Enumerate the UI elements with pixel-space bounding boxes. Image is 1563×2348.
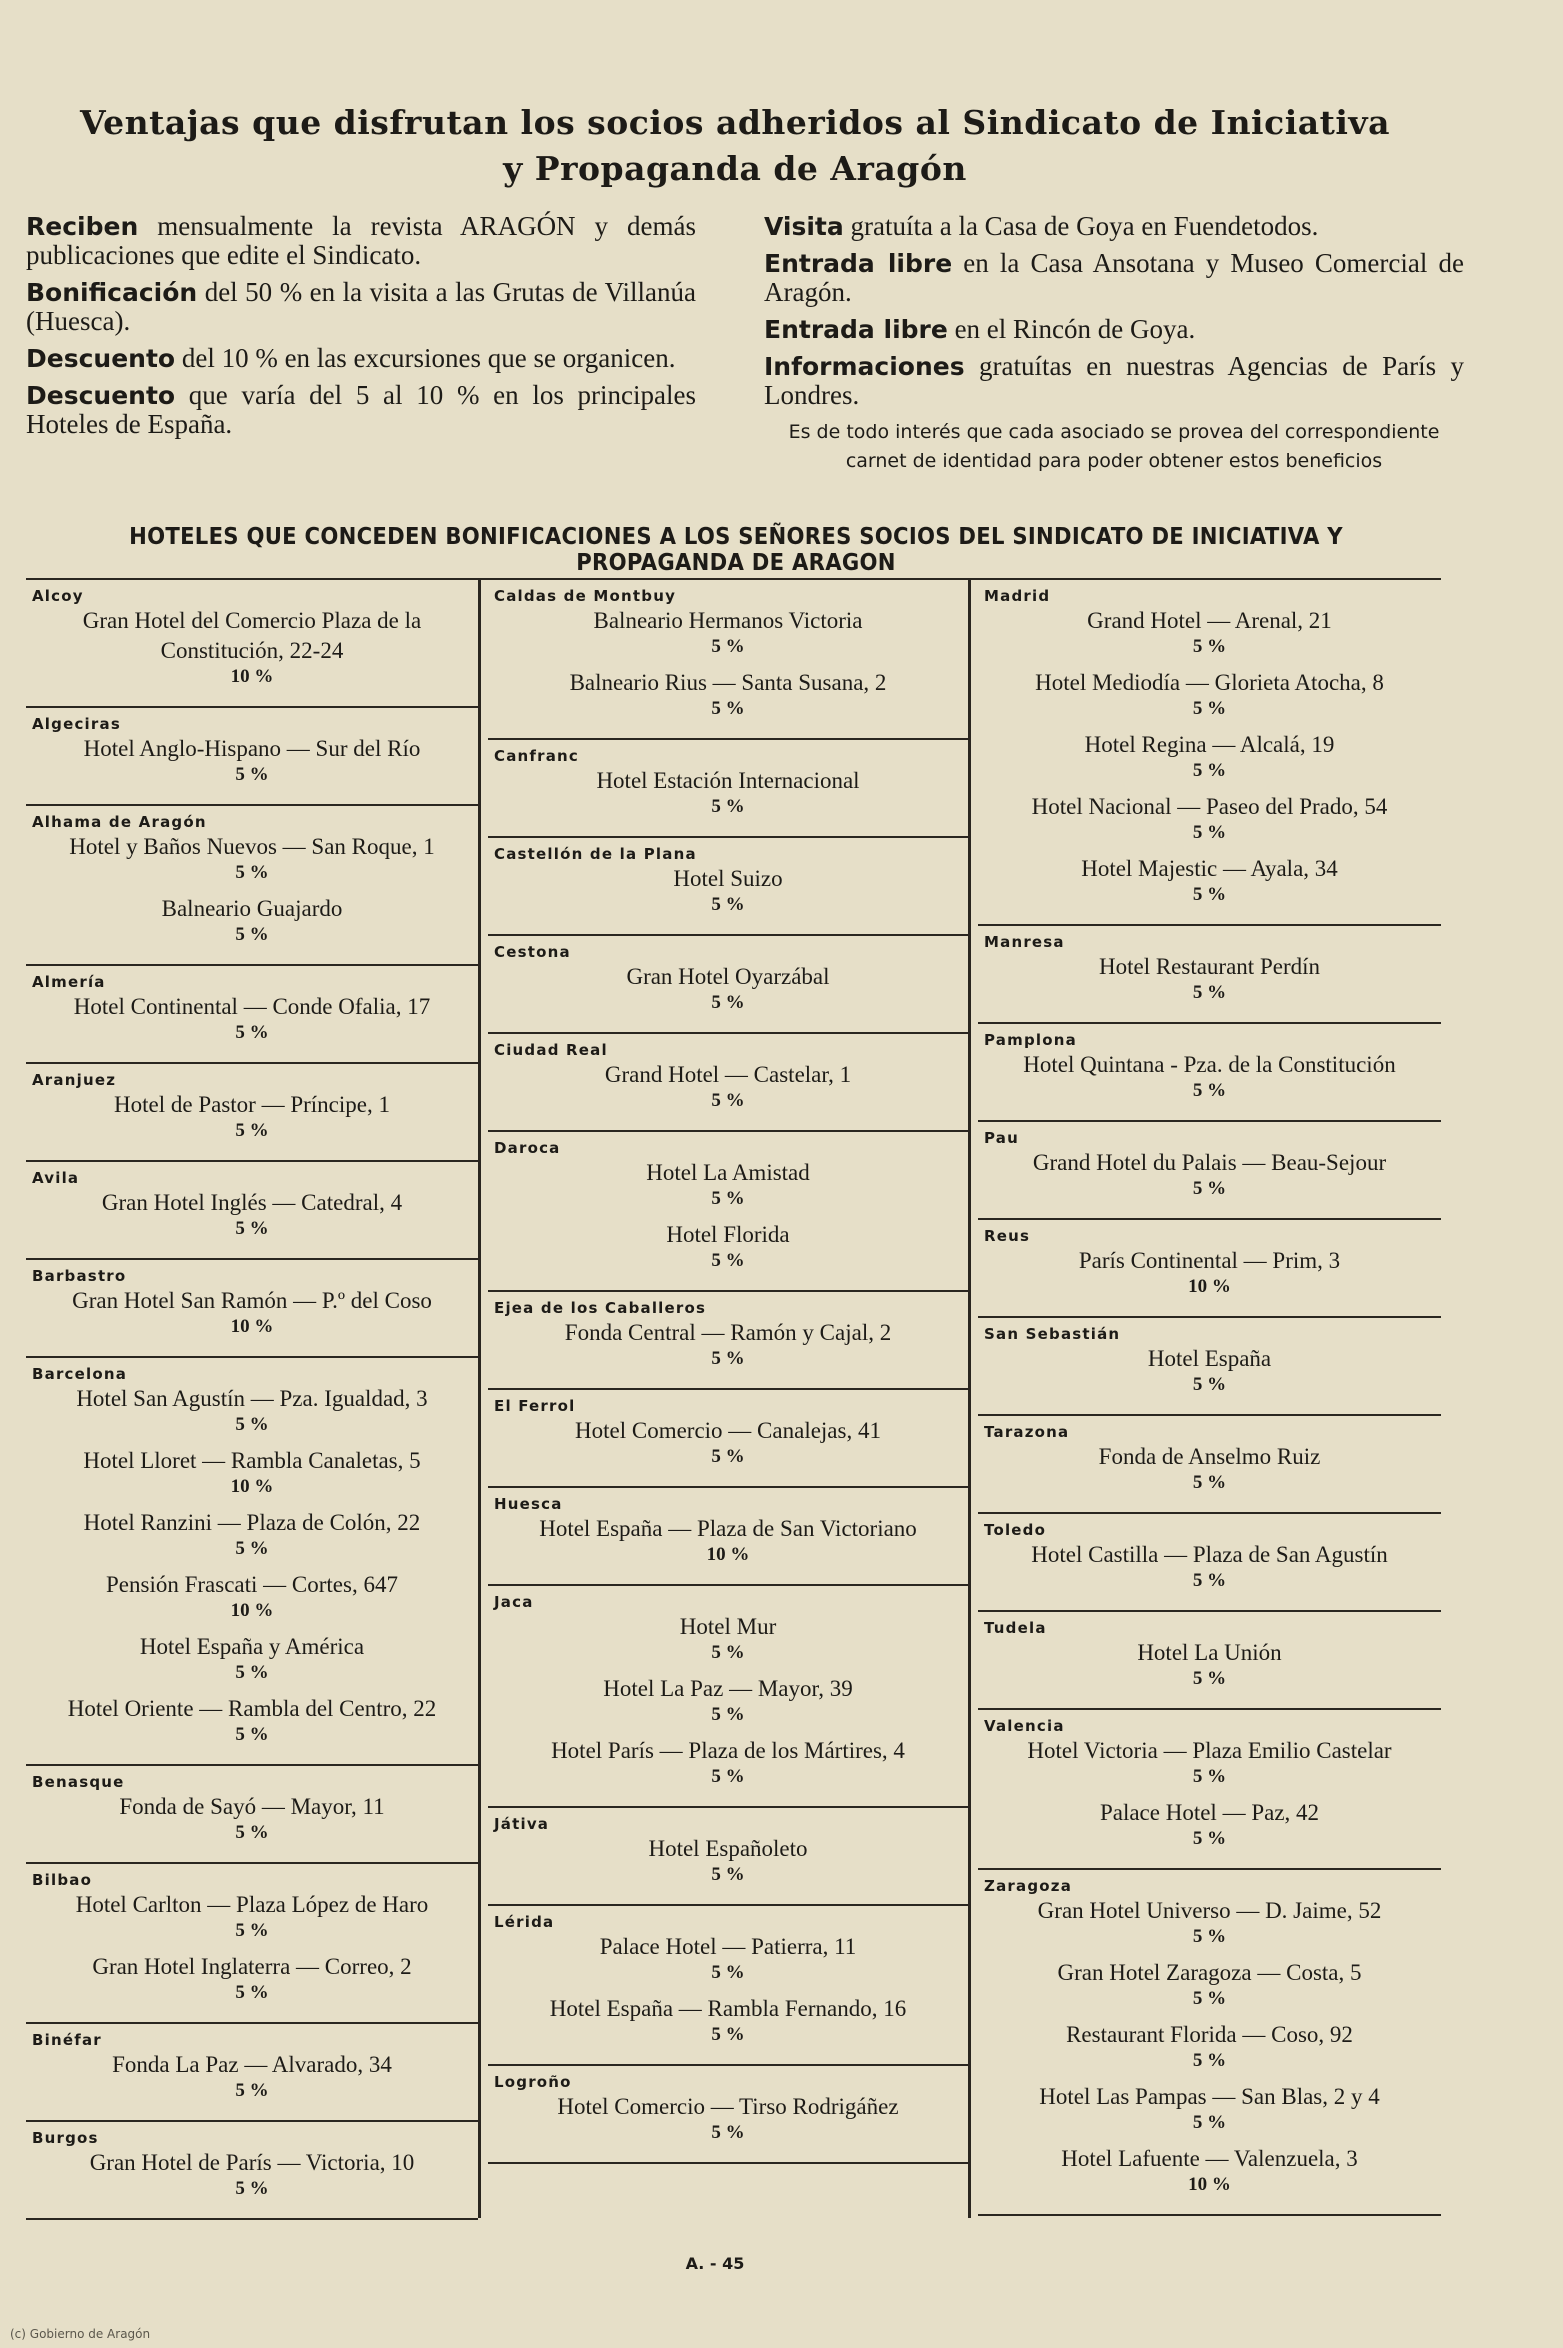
hotel-entry: Gran Hotel Inglaterra — Correo, 2 bbox=[92, 1954, 412, 1979]
discount-value: 5 % bbox=[1192, 982, 1227, 1003]
discount-value: 5 % bbox=[711, 1250, 745, 1271]
city-block bbox=[488, 740, 968, 838]
discount-value: 10 % bbox=[230, 1316, 274, 1337]
city-name: Barcelona bbox=[32, 1365, 128, 1383]
hotel-entry: Hotel Castilla — Plaza de San Agustín bbox=[1031, 1542, 1388, 1567]
hotel-entry: Hotel Ranzini — Plaza de Colón, 22 bbox=[83, 1510, 421, 1535]
hotel-entry: Fonda La Paz — Alvarado, 34 bbox=[112, 2052, 392, 2077]
city-block bbox=[488, 936, 968, 1034]
city-block bbox=[26, 2122, 478, 2220]
hotel-entry: Hotel Lloret — Rambla Canaletas, 5 bbox=[83, 1448, 421, 1473]
discount-value: 5 % bbox=[711, 1446, 745, 1467]
advantage-item bbox=[764, 352, 1464, 410]
discount-value: 5 % bbox=[235, 2080, 269, 2101]
advantage-lead: Informaciones bbox=[764, 352, 965, 381]
hotel-entry: Grand Hotel du Palais — Beau-Sejour bbox=[1032, 1150, 1387, 1175]
hotel-entry: Hotel España — Plaza de San Victoriano bbox=[539, 1516, 917, 1541]
city-name: Zaragoza bbox=[984, 1877, 1073, 1895]
advantage-text: mensualmente la revista ARAGÓN y demás publicaciones que edite el Sindicato. bbox=[26, 211, 696, 270]
discount-value: 5 % bbox=[711, 1962, 745, 1983]
advantage-item bbox=[26, 381, 696, 439]
hotel-entry: Gran Hotel Universo — D. Jaime, 52 bbox=[1037, 1898, 1382, 1923]
advantage-item bbox=[26, 212, 696, 270]
city-block bbox=[26, 966, 478, 1064]
discount-value: 5 % bbox=[235, 764, 269, 785]
hotel-entry: Hotel Majestic — Ayala, 34 bbox=[1081, 856, 1338, 881]
city-name: Jaca bbox=[494, 1593, 534, 1611]
city-name: Ciudad Real bbox=[494, 1041, 608, 1059]
city-block bbox=[488, 1906, 968, 2066]
hotel-entry: Palace Hotel — Paz, 42 bbox=[1099, 1800, 1320, 1825]
discount-value: 5 % bbox=[711, 1642, 745, 1663]
city-block bbox=[26, 1358, 478, 1766]
city-name: Tudela bbox=[984, 1619, 1047, 1637]
city-block bbox=[26, 580, 478, 708]
city-name: Barbastro bbox=[32, 1267, 127, 1285]
discount-value: 5 % bbox=[235, 1120, 269, 1141]
hotel-entry: Hotel Comercio — Tirso Rodrigáñez bbox=[557, 2094, 899, 2119]
discount-value: 5 % bbox=[1192, 1766, 1227, 1787]
discount-value: 5 % bbox=[1192, 1374, 1227, 1395]
hotel-entry: Hotel Suizo bbox=[673, 866, 783, 891]
discount-value: 5 % bbox=[711, 2122, 745, 2143]
hotel-entry: Hotel San Agustín — Pza. Igualdad, 3 bbox=[76, 1386, 428, 1411]
discount-value: 5 % bbox=[1192, 1926, 1227, 1947]
hotel-entry: Hotel Oriente — Rambla del Centro, 22 bbox=[67, 1696, 437, 1721]
city-name: Canfranc bbox=[494, 747, 580, 765]
hotel-entry: Fonda de Anselmo Ruiz bbox=[1098, 1444, 1321, 1469]
city-name: Huesca bbox=[494, 1495, 563, 1513]
city-name: Valencia bbox=[984, 1717, 1065, 1735]
hotels-column-3 bbox=[978, 580, 1441, 2216]
discount-value: 5 % bbox=[1192, 698, 1227, 719]
hotels-column-1 bbox=[26, 580, 478, 2220]
hotel-entry: Hotel Anglo-Hispano — Sur del Río bbox=[83, 736, 421, 761]
advantage-text: que varía del 5 al 10 % en los principales Hoteles de España. bbox=[26, 380, 696, 439]
advantage-text: del 10 % en las excursiones que se organicen. bbox=[175, 343, 676, 373]
discount-value: 5 % bbox=[1192, 2112, 1227, 2133]
hotel-entry: Balneario Rius — Santa Susana, 2 bbox=[569, 670, 887, 695]
hotel-entry: Hotel Lafuente — Valenzuela, 3 bbox=[1061, 2146, 1358, 2171]
discount-value: 5 % bbox=[711, 1188, 745, 1209]
advantage-text: en el Rincón de Goya. bbox=[947, 314, 1196, 344]
city-block bbox=[978, 1870, 1441, 2216]
city-block bbox=[978, 1514, 1441, 1612]
advantages-right-list bbox=[764, 212, 1464, 410]
hotel-entry: Gran Hotel Zaragoza — Costa, 5 bbox=[1057, 1960, 1362, 1985]
hotel-entry: Hotel Comercio — Canalejas, 41 bbox=[575, 1418, 881, 1443]
city-block bbox=[26, 1064, 478, 1162]
discount-value: 5 % bbox=[711, 636, 745, 657]
discount-value: 5 % bbox=[235, 1022, 269, 1043]
hotels-table-heading: HOTELES QUE CONCEDEN BONIFICACIONES A LOS SEÑORES SOCIOS DEL SINDICATO DE INICIATIVA Y PROPAGANDA DE ARAGON bbox=[129, 524, 1343, 576]
city-block bbox=[978, 1318, 1441, 1416]
city-block bbox=[26, 806, 478, 966]
hotel-entry: Hotel París — Plaza de los Mártires, 4 bbox=[551, 1738, 905, 1763]
discount-value: 5 % bbox=[235, 862, 269, 883]
column-divider bbox=[478, 580, 481, 2218]
advantage-lead: Descuento bbox=[26, 344, 176, 373]
hotel-entry: Hotel Continental — Conde Ofalia, 17 bbox=[73, 994, 431, 1019]
city-block bbox=[26, 2024, 478, 2122]
carnet-note: Es de todo interés que cada asociado se provea del correspondiente carnet de identidad para poder obtener estos beneficios bbox=[788, 421, 1440, 472]
advantage-text: en la Casa Ansotana y Museo Comercial de Aragón. bbox=[764, 248, 1464, 307]
city-name: Pamplona bbox=[984, 1031, 1077, 1049]
hotel-entry: Hotel Mediodía — Glorieta Atocha, 8 bbox=[1035, 670, 1384, 695]
page-number: A. - 45 bbox=[685, 2254, 745, 2273]
discount-value: 5 % bbox=[1192, 1828, 1227, 1849]
hotel-entry: Hotel España bbox=[1147, 1346, 1272, 1371]
discount-value: 5 % bbox=[711, 992, 745, 1013]
city-block bbox=[978, 1220, 1441, 1318]
city-name: Manresa bbox=[984, 933, 1065, 951]
hotel-entry: Hotel La Unión bbox=[1137, 1640, 1282, 1665]
city-block bbox=[26, 708, 478, 806]
hotel-entry: Balneario Hermanos Victoria bbox=[593, 608, 863, 633]
hotel-entry: Grand Hotel — Arenal, 21 bbox=[1087, 608, 1332, 633]
discount-value: 5 % bbox=[235, 1920, 269, 1941]
city-name: Almería bbox=[32, 973, 106, 991]
discount-value: 5 % bbox=[1192, 822, 1227, 843]
discount-value: 5 % bbox=[711, 1864, 745, 1885]
advantage-lead: Descuento bbox=[26, 381, 176, 410]
hotel-entry: Hotel Restaurant Perdín bbox=[1098, 954, 1320, 979]
discount-value: 5 % bbox=[711, 1348, 745, 1369]
discount-value: 5 % bbox=[1192, 1080, 1227, 1101]
city-name: Caldas de Montbuy bbox=[494, 587, 677, 605]
discount-value: 5 % bbox=[711, 796, 745, 817]
title-line-1: Ventajas que disfrutan los socios adheridos al Sindicato de Iniciativa bbox=[80, 103, 1390, 142]
discount-value: 5 % bbox=[1192, 636, 1227, 657]
city-block bbox=[978, 926, 1441, 1024]
discount-value: 10 % bbox=[230, 666, 274, 687]
discount-value: 10 % bbox=[230, 1476, 274, 1497]
discount-value: 5 % bbox=[711, 2024, 745, 2045]
discount-value: 5 % bbox=[235, 1414, 269, 1435]
advantage-text: gratuíta a la Casa de Goya en Fuendetodos. bbox=[843, 211, 1319, 241]
city-name: Madrid bbox=[984, 587, 1051, 605]
city-block bbox=[26, 1766, 478, 1864]
hotel-entry: Gran Hotel Inglés — Catedral, 4 bbox=[101, 1190, 403, 1215]
city-block bbox=[488, 1034, 968, 1132]
advantage-text: del 50 % en la visita a las Grutas de Villanúa (Huesca). bbox=[26, 277, 696, 336]
discount-value: 10 % bbox=[1188, 2174, 1231, 2195]
discount-value: 5 % bbox=[235, 1982, 269, 2003]
hotel-entry: Gran Hotel del Comercio Plaza de la Constitución, 22-24 bbox=[82, 608, 422, 663]
hotel-entry: Hotel de Pastor — Príncipe, 1 bbox=[114, 1092, 390, 1117]
discount-value: 10 % bbox=[1188, 1276, 1231, 1297]
hotel-entry: Hotel Estación Internacional bbox=[596, 768, 860, 793]
discount-value: 5 % bbox=[1192, 1178, 1227, 1199]
discount-value: 5 % bbox=[235, 2178, 269, 2199]
advantage-item bbox=[764, 249, 1464, 307]
discount-value: 5 % bbox=[1192, 1472, 1227, 1493]
city-name: Játiva bbox=[494, 1815, 550, 1833]
discount-value: 5 % bbox=[711, 1704, 745, 1725]
hotel-entry: Hotel y Baños Nuevos — San Roque, 1 bbox=[69, 834, 435, 859]
advantages-left-column bbox=[26, 212, 696, 447]
city-block bbox=[978, 1024, 1441, 1122]
city-name: Pau bbox=[984, 1129, 1019, 1147]
discount-value: 5 % bbox=[1192, 1668, 1227, 1689]
hotel-entry: Hotel La Amistad bbox=[646, 1160, 810, 1185]
discount-value: 5 % bbox=[235, 1538, 269, 1559]
column-divider bbox=[968, 580, 971, 2218]
city-name: Binéfar bbox=[32, 2031, 102, 2049]
discount-value: 5 % bbox=[235, 924, 269, 945]
city-block bbox=[26, 1260, 478, 1358]
advantage-lead: Bonificación bbox=[26, 278, 198, 307]
city-name: Burgos bbox=[32, 2129, 99, 2147]
advantage-lead: Entrada libre bbox=[764, 315, 948, 344]
hotel-entry: Hotel España y América bbox=[139, 1634, 365, 1659]
discount-value: 5 % bbox=[711, 894, 745, 915]
hotel-entry: Restaurant Florida — Coso, 92 bbox=[1066, 2022, 1353, 2047]
city-block bbox=[978, 1416, 1441, 1514]
hotel-entry: Fonda de Sayó — Mayor, 11 bbox=[119, 1794, 385, 1819]
city-block bbox=[488, 1390, 968, 1488]
city-name: Alcoy bbox=[32, 587, 84, 605]
city-block bbox=[978, 580, 1441, 926]
hotel-entry: Balneario Guajardo bbox=[161, 896, 343, 921]
advantage-item bbox=[764, 212, 1464, 241]
discount-value: 5 % bbox=[711, 698, 745, 719]
hotel-entry: Palace Hotel — Patierra, 11 bbox=[599, 1934, 857, 1959]
hotel-entry: Hotel Españoleto bbox=[648, 1836, 808, 1861]
hotel-entry: Gran Hotel Oyarzábal bbox=[626, 964, 830, 989]
advantage-lead: Reciben bbox=[26, 212, 139, 241]
hotel-entry: Grand Hotel — Castelar, 1 bbox=[604, 1062, 852, 1087]
city-name: Toledo bbox=[984, 1521, 1047, 1539]
city-name: Daroca bbox=[494, 1139, 561, 1157]
city-name: Alhama de Aragón bbox=[32, 813, 207, 831]
discount-value: 5 % bbox=[1192, 884, 1227, 905]
advantages-right-column bbox=[764, 212, 1464, 476]
advantage-text: gratuítas en nuestras Agencias de París y Londres. bbox=[764, 351, 1464, 410]
discount-value: 5 % bbox=[1192, 1570, 1227, 1591]
city-name: Aranjuez bbox=[32, 1071, 117, 1089]
hotel-entry: Hotel Regina — Alcalá, 19 bbox=[1084, 732, 1335, 757]
hotel-entry: Hotel Carlton — Plaza López de Haro bbox=[75, 1892, 429, 1917]
city-name: Algeciras bbox=[32, 715, 121, 733]
city-block bbox=[488, 838, 968, 936]
city-block bbox=[488, 1132, 968, 1292]
city-block bbox=[488, 1292, 968, 1390]
city-block bbox=[488, 1586, 968, 1808]
hotels-column-2 bbox=[488, 580, 968, 2164]
city-block bbox=[978, 1122, 1441, 1220]
city-block bbox=[978, 1710, 1441, 1870]
advantage-lead: Visita bbox=[764, 212, 844, 241]
city-block bbox=[488, 2066, 968, 2164]
city-name: Logroño bbox=[494, 2073, 572, 2091]
hotel-entry: Hotel La Paz — Mayor, 39 bbox=[603, 1676, 853, 1701]
city-name: Benasque bbox=[32, 1773, 125, 1791]
discount-value: 5 % bbox=[1192, 1988, 1227, 2009]
advantage-item bbox=[26, 344, 696, 373]
discount-value: 5 % bbox=[235, 1822, 269, 1843]
city-name: El Ferrol bbox=[494, 1397, 576, 1415]
advantage-item bbox=[26, 278, 696, 336]
hotels-table bbox=[26, 578, 1441, 2218]
city-block bbox=[488, 1488, 968, 1586]
hotel-entry: Hotel Mur bbox=[679, 1614, 777, 1639]
discount-value: 5 % bbox=[1192, 760, 1227, 781]
hotel-entry: Hotel España — Rambla Fernando, 16 bbox=[549, 1996, 907, 2021]
discount-value: 5 % bbox=[711, 1090, 745, 1111]
hotel-entry: Hotel Nacional — Paseo del Prado, 54 bbox=[1031, 794, 1388, 819]
hotel-entry: Pensión Frascati — Cortes, 647 bbox=[106, 1572, 398, 1597]
page-title bbox=[20, 100, 1450, 192]
city-name: Castellón de la Plana bbox=[494, 845, 697, 863]
hotel-entry: París Continental — Prim, 3 bbox=[1078, 1248, 1341, 1273]
city-name: Ejea de los Caballeros bbox=[494, 1299, 707, 1317]
discount-value: 5 % bbox=[235, 1662, 269, 1683]
discount-value: 10 % bbox=[230, 1600, 274, 1621]
city-name: Avila bbox=[32, 1169, 80, 1187]
city-block bbox=[26, 1162, 478, 1260]
city-block bbox=[488, 580, 968, 740]
city-name: Tarazona bbox=[984, 1423, 1070, 1441]
discount-value: 5 % bbox=[711, 1766, 745, 1787]
discount-value: 5 % bbox=[235, 1218, 269, 1239]
city-block bbox=[978, 1612, 1441, 1710]
title-line-2: y Propaganda de Aragón bbox=[503, 149, 967, 188]
hotel-entry: Fonda Central — Ramón y Cajal, 2 bbox=[564, 1320, 892, 1345]
hotel-entry: Hotel Las Pampas — San Blas, 2 y 4 bbox=[1039, 2084, 1380, 2109]
city-block bbox=[26, 1864, 478, 2024]
city-name: San Sebastián bbox=[984, 1325, 1121, 1343]
hotel-entry: Hotel Quintana - Pza. de la Constitución bbox=[1023, 1052, 1396, 1077]
hotel-entry: Hotel Florida bbox=[666, 1222, 790, 1247]
city-block bbox=[488, 1808, 968, 1906]
advantage-item bbox=[764, 315, 1464, 344]
discount-value: 5 % bbox=[235, 1724, 269, 1745]
discount-value: 10 % bbox=[706, 1544, 750, 1565]
city-name: Reus bbox=[984, 1227, 1031, 1245]
advantages-section bbox=[26, 211, 1464, 502]
hotel-entry: Gran Hotel de París — Victoria, 10 bbox=[89, 2150, 415, 2175]
discount-value: 5 % bbox=[1192, 2050, 1227, 2071]
city-name: Lérida bbox=[494, 1913, 555, 1931]
city-name: Bilbao bbox=[32, 1871, 93, 1889]
advantage-lead: Entrada libre bbox=[764, 249, 953, 278]
copyright-credit: (c) Gobierno de Aragón bbox=[10, 2327, 151, 2341]
city-name: Cestona bbox=[494, 943, 571, 961]
hotel-entry: Hotel Victoria — Plaza Emilio Castelar bbox=[1027, 1738, 1392, 1763]
hotel-entry: Gran Hotel San Ramón — P.º del Coso bbox=[72, 1288, 432, 1313]
